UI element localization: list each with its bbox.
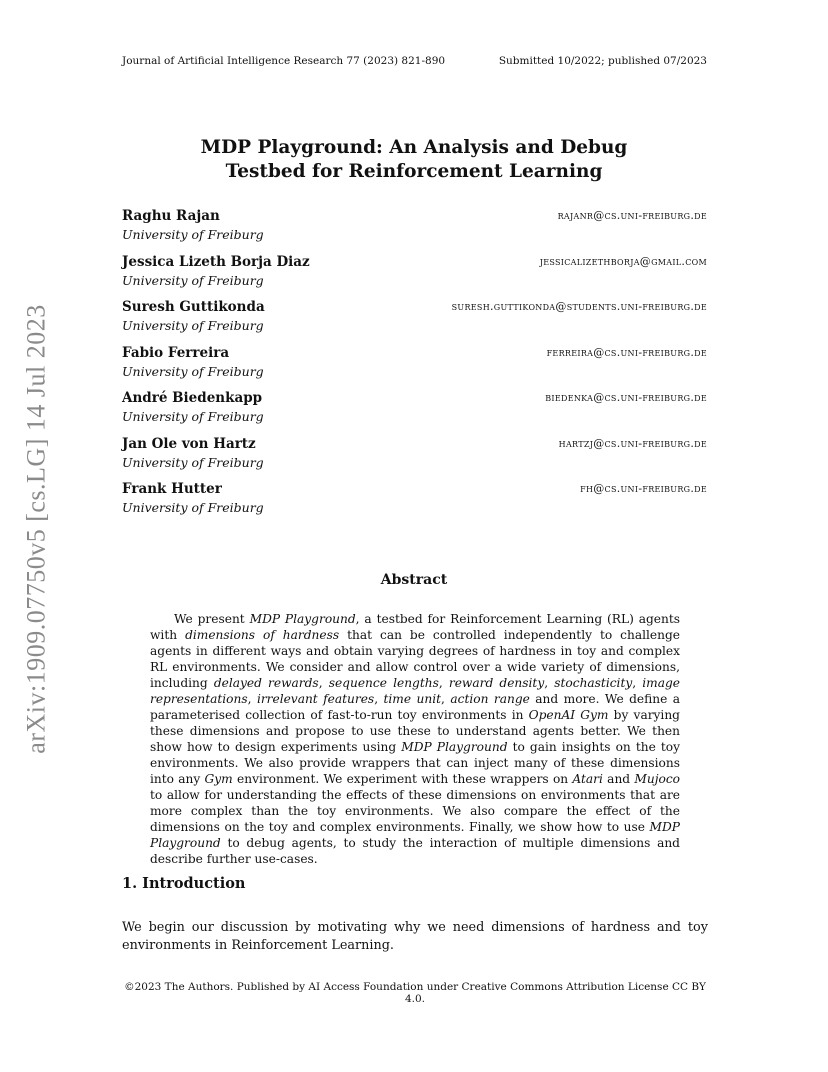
paper-title: [122, 136, 706, 184]
author-email: jessicalizethborja@gmail.com: [539, 254, 707, 268]
author-name: Jan Ole von Hartz: [122, 435, 256, 452]
arxiv-stamp: [22, 300, 52, 758]
author-name: Suresh Guttikonda: [122, 299, 265, 315]
author-name: Frank Hutter: [122, 481, 222, 497]
author-block: [122, 252, 707, 298]
author-affiliation: University of Freiburg: [122, 363, 264, 379]
author-name: Raghu Rajan: [122, 208, 220, 224]
author-block: [122, 297, 707, 343]
author-name: Fabio Ferreira: [122, 344, 230, 361]
journal-header: Journal of Artificial Intelligence Research 77 (2023) 821-890: [122, 55, 446, 67]
section-heading-introduction: 1. Introduction: [122, 875, 246, 892]
copyright-footer: ©2023 The Authors. Published by AI Access Foundation under Creative Commons Attribution License CC BY 4.0.: [124, 981, 706, 1005]
submission-dates: Submitted 10/2022; published 07/2023: [498, 55, 707, 67]
author-affiliation: University of Freiburg: [122, 500, 264, 515]
author-block: [122, 479, 707, 525]
author-email: suresh.guttikonda@students.uni-freiburg.de: [451, 300, 707, 313]
author-block: [122, 434, 707, 480]
author-affiliation: University of Freiburg: [122, 409, 264, 424]
abstract-text: We present MDP Playground, a testbed for Reinforcement Learning (RL) agents with dimensions of hardness that can be controlled independently to challenge agents in different ways and obtain varying degrees of hardness in toy and complex RL environments. We consider and allow control over a wide variety of dimensions, including delayed rewards, sequence lengths, reward density, stochasticity, image representations, irrelevant features, time unit, action range and more. We define a parameterised collection of fast-to-run toy environments in OpenAI Gym by varying these dimensions and propose to use these to understand agents better. We then show how to design experiments using MDP Playground to gain insights on the toy environments. We also provide wrappers that can inject many of these dimensions into any Gym environment. We experiment with these wrappers on Atari and Mujoco to allow for understanding the effects of these dimensions on environments that are more complex than the toy environments. We also compare the effect of the dimensions on the toy and complex environments. Finally, we show how to use MDP Playground to debug agents, to study the interaction of multiple dimensions and describe further use-cases.: [150, 612, 681, 866]
author-name: Jessica Lizeth Borja Diaz: [122, 253, 310, 270]
author-affiliation: University of Freiburg: [122, 318, 264, 333]
arxiv-stamp-text: arXiv:1909.07750v5 [cs.LG] 14 Jul 2023: [22, 304, 51, 754]
author-list: [122, 206, 707, 525]
author-email: ferreira@cs.uni-freiburg.de: [546, 345, 707, 359]
author-affiliation: University of Freiburg: [122, 454, 264, 470]
author-affiliation: University of Freiburg: [122, 227, 264, 242]
author-email: biedenka@cs.uni-freiburg.de: [545, 391, 707, 404]
author-email: fh@cs.uni-freiburg.de: [580, 482, 707, 495]
author-email: hartzj@cs.uni-freiburg.de: [558, 436, 707, 450]
author-block: [122, 343, 707, 389]
author-email: rajanr@cs.uni-freiburg.de: [557, 209, 707, 222]
title-line-2: Testbed for Reinforcement Learning: [225, 161, 603, 182]
abstract-heading: Abstract: [380, 572, 448, 588]
author-name: André Biedenkapp: [122, 390, 263, 406]
introduction-paragraph: We begin our discussion by motivating why we need dimensions of hardness and toy environments in Reinforcement Learning.: [122, 920, 708, 953]
author-block: [122, 206, 707, 252]
author-affiliation: University of Freiburg: [122, 272, 264, 288]
author-block: [122, 388, 707, 434]
title-line-1: MDP Playground: An Analysis and Debug: [200, 137, 628, 158]
